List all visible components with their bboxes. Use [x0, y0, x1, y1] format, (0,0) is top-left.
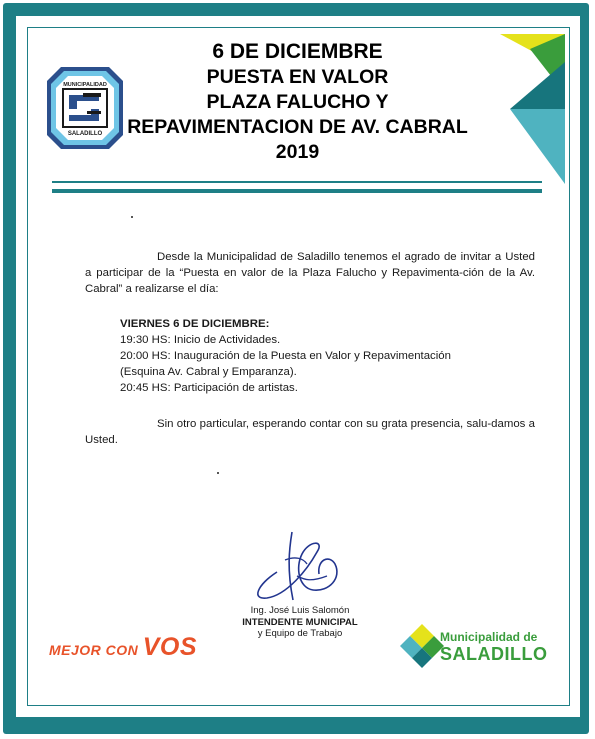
seal-top-text: MUNICIPALIDAD — [63, 82, 107, 88]
schedule-item: 20:00 HS: Inauguración de la Puesta en Valor y Repavimentación — [120, 350, 451, 362]
schedule-block — [120, 316, 520, 396]
signer-role: INTENDENTE MUNICIPAL — [242, 616, 358, 628]
closing-paragraph: Sin otro particular, esperando contar con su grata presencia, salu-damos a Usted. — [85, 418, 535, 446]
title-line-3: PLAZA FALUCHO Y — [206, 91, 389, 113]
schedule-item: 19:30 HS: Inicio de Actividades. — [120, 334, 281, 346]
seal-bottom-text: SALADILLO — [67, 131, 103, 137]
signer-name: Ing. José Luis Salomón — [250, 605, 350, 616]
title-line-2: PUESTA EN VALOR — [206, 66, 389, 88]
intro-paragraph: Desde la Municipalidad de Saladillo tenemos el agrado de invitar a Usted a participar de la “Puesta en valor de la Plaza Falucho y Repavimenta-ción de la Av. Cabral” a realizarse el día: — [85, 251, 535, 295]
stray-dot — [131, 216, 133, 218]
signer-team: y Equipo de Trabajo — [257, 628, 343, 639]
wordmark-line-2: SALADILLO — [440, 644, 548, 664]
schedule-date: VIERNES 6 DE DICIEMBRE: — [120, 318, 270, 330]
signer-block — [200, 605, 400, 640]
title-year: 2019 — [275, 141, 320, 163]
wordmark-line-1: Municipalidad de — [440, 630, 538, 644]
header-divider-thick — [52, 189, 542, 193]
stray-dot — [217, 472, 219, 474]
event-title — [0, 38, 595, 165]
title-line-4: REPAVIMENTACION DE AV. CABRAL — [127, 116, 468, 138]
slogan-part-2: VOS — [142, 633, 198, 661]
title-date: 6 DE DICIEMBRE — [212, 40, 383, 63]
header-divider-thin — [52, 181, 542, 183]
schedule-item: (Esquina Av. Cabral y Emparanza). — [120, 366, 297, 378]
slogan-logo — [49, 633, 209, 663]
municipality-diamond-logo — [400, 624, 444, 668]
municipality-wordmark — [440, 631, 560, 664]
handwritten-signature — [247, 530, 357, 608]
slogan-part-1: MEJOR CON — [49, 642, 139, 658]
schedule-item: 20:45 HS: Participación de artistas. — [120, 382, 298, 394]
